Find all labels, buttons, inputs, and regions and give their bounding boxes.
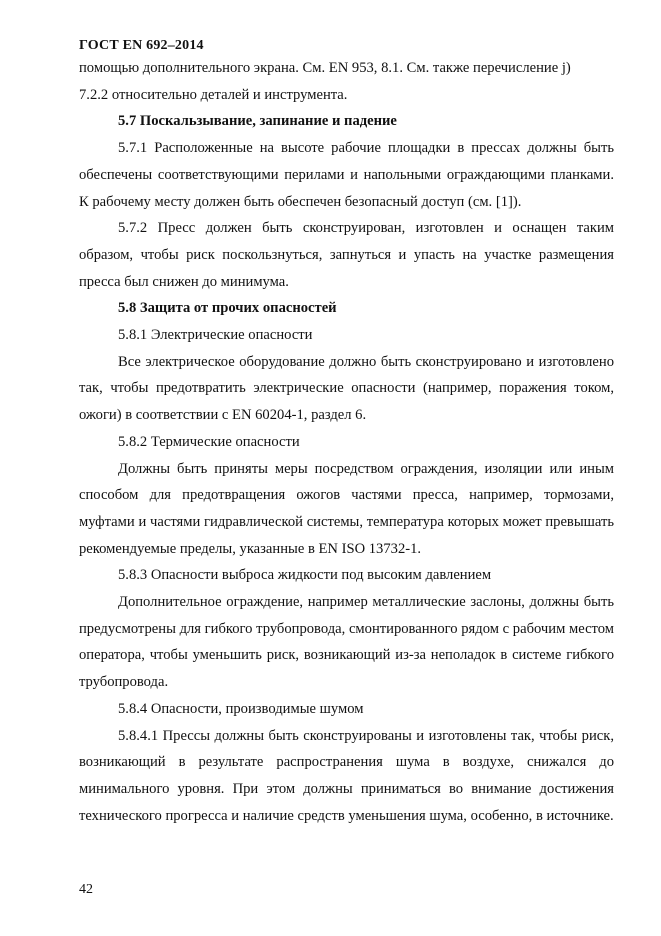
subsection-heading-5-8-3: 5.8.3 Опасности выброса жидкости под высоким давлением [118,567,492,584]
subsection-heading-5-8-1: 5.8.1 Электрические опасности [118,327,313,344]
paragraph-5-8-3: Дополнительное ограждение, например металлические заслоны, должны быть предусмотрены для гибкого трубопровода, смонтированного рядом с рабочим местом оператора, чтобы уменьшить риск, возникающий из-за неполадок в системе гибкого трубопровода. [79,594,614,691]
paragraph-reference: 7.2.2 относительно деталей и инструмента. [79,86,348,103]
standard-header: ГОСТ EN 692–2014 [79,38,204,53]
paragraph-5-7-2: 5.7.2 Пресс должен быть сконструирован, изготовлен и оснащен таким образом, чтобы риск поскользнуться, запнуться и упасть на участке размещения пресса был снижен до минимума. [79,220,614,290]
section-heading-5-7: 5.7 Поскальзывание, запинание и падение [118,113,397,130]
subsection-heading-5-8-4: 5.8.4 Опасности, производимые шумом [118,700,364,717]
subsection-heading-5-8-2: 5.8.2 Термические опасности [118,433,300,450]
page-number: 42 [79,882,93,897]
paragraph-5-8-2: Должны быть приняты меры посредством ограждения, изоляции или иным способом для предотвращения ожогов частями пресса, например, тормозами, муфтами и частями гидравлической системы, температура которых может превышать рекомендуемые пределы, указанные в EN ISO 13732-1. [79,460,614,557]
paragraph-continued: помощью дополнительного экрана. См. EN 953, 8.1. См. также перечисление j) [79,60,571,76]
paragraph-5-8-1: Все электрическое оборудование должно быть сконструировано и изготовлено так, чтобы предотвратить электрические опасности (например, поражения током, ожоги) в соответствии с EN 60204-1, раздел 6. [79,353,614,424]
paragraph-5-8-4-1: 5.8.4.1 Прессы должны быть сконструированы и изготовлены так, чтобы риск, возникающий в результате распространения шума в воздухе, снижался до минимального уровня. При этом должны приниматься во внимание достижения технического прогресса и наличие средств уменьшения шума, особенно, в источнике. [79,727,614,824]
section-heading-5-8: 5.8 Защита от прочих опасностей [118,300,337,317]
paragraph-5-7-1: 5.7.1 Расположенные на высоте рабочие площадки в прессах должны быть обеспечены соответствующими перилами и напольными ограждающими планками. К рабочему месту должен быть обеспечен безопасный доступ (см. [1]). [79,140,614,210]
document-body [79,55,614,829]
